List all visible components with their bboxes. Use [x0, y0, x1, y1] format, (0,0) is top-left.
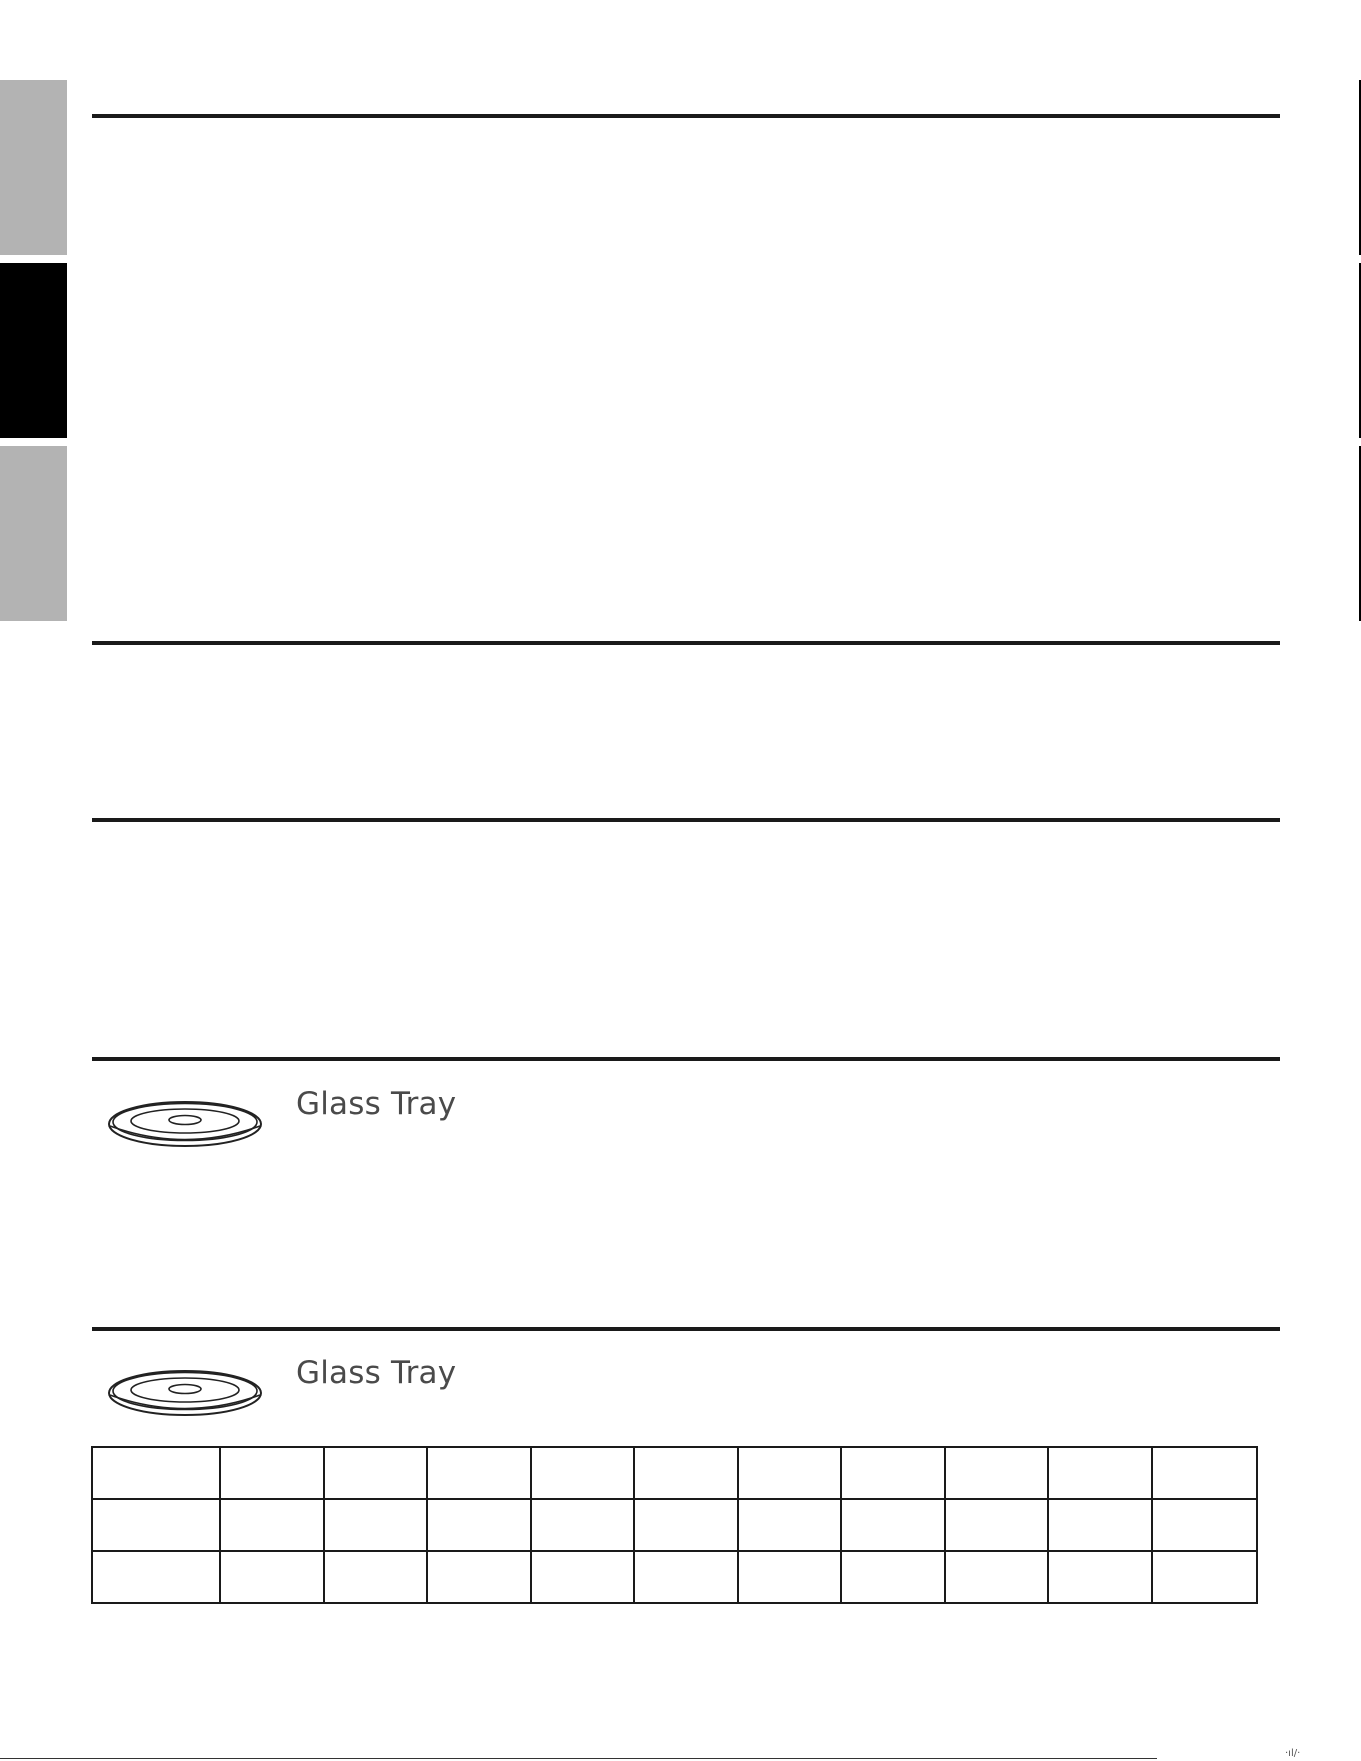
table-row: [92, 1499, 1257, 1551]
footer-line: [0, 1758, 1157, 1759]
table-cell: [220, 1551, 324, 1603]
section-rule-3: [92, 818, 1280, 822]
spec-table-body: [92, 1447, 1257, 1603]
table-cell: [427, 1551, 531, 1603]
table-cell: [531, 1447, 634, 1499]
table-cell: [531, 1551, 634, 1603]
table-cell: [427, 1447, 531, 1499]
table-cell: [220, 1447, 324, 1499]
section-rule-4: [92, 1057, 1280, 1061]
table-cell: [1152, 1499, 1257, 1551]
glass-tray-icon: [106, 1097, 264, 1151]
table-cell: [324, 1499, 427, 1551]
spec-table: [91, 1446, 1258, 1604]
table-cell: [738, 1551, 841, 1603]
glass-tray-icon: [106, 1366, 264, 1420]
table-cell: [1048, 1447, 1152, 1499]
table-cell: [945, 1447, 1048, 1499]
side-tab-3: [0, 446, 67, 621]
section-rule-5: [92, 1327, 1280, 1331]
corner-mark: ·ıl/·: [1285, 1748, 1301, 1759]
table-cell: [1152, 1447, 1257, 1499]
glass-tray-label: Glass Tray: [296, 1086, 457, 1122]
table-cell: [841, 1499, 945, 1551]
side-tab-2-active: [0, 263, 67, 438]
side-tab-1: [0, 80, 67, 255]
table-cell: [738, 1447, 841, 1499]
section-rule-2: [92, 641, 1280, 645]
table-cell: [427, 1499, 531, 1551]
table-cell: [634, 1551, 738, 1603]
table-cell: [324, 1447, 427, 1499]
table-cell: [92, 1447, 220, 1499]
table-cell: [634, 1447, 738, 1499]
table-cell: [738, 1499, 841, 1551]
glass-tray-label: Glass Tray: [296, 1355, 457, 1391]
table-cell: [945, 1499, 1048, 1551]
table-cell: [945, 1551, 1048, 1603]
table-cell: [92, 1499, 220, 1551]
table-cell: [220, 1499, 324, 1551]
table-cell: [1152, 1551, 1257, 1603]
table-row: [92, 1447, 1257, 1499]
section-rule-1: [92, 114, 1280, 118]
table-cell: [531, 1499, 634, 1551]
table-cell: [1048, 1499, 1152, 1551]
table-cell: [92, 1551, 220, 1603]
table-cell: [324, 1551, 427, 1603]
table-cell: [841, 1447, 945, 1499]
table-cell: [1048, 1551, 1152, 1603]
table-cell: [634, 1499, 738, 1551]
table-cell: [841, 1551, 945, 1603]
table-row: [92, 1551, 1257, 1603]
